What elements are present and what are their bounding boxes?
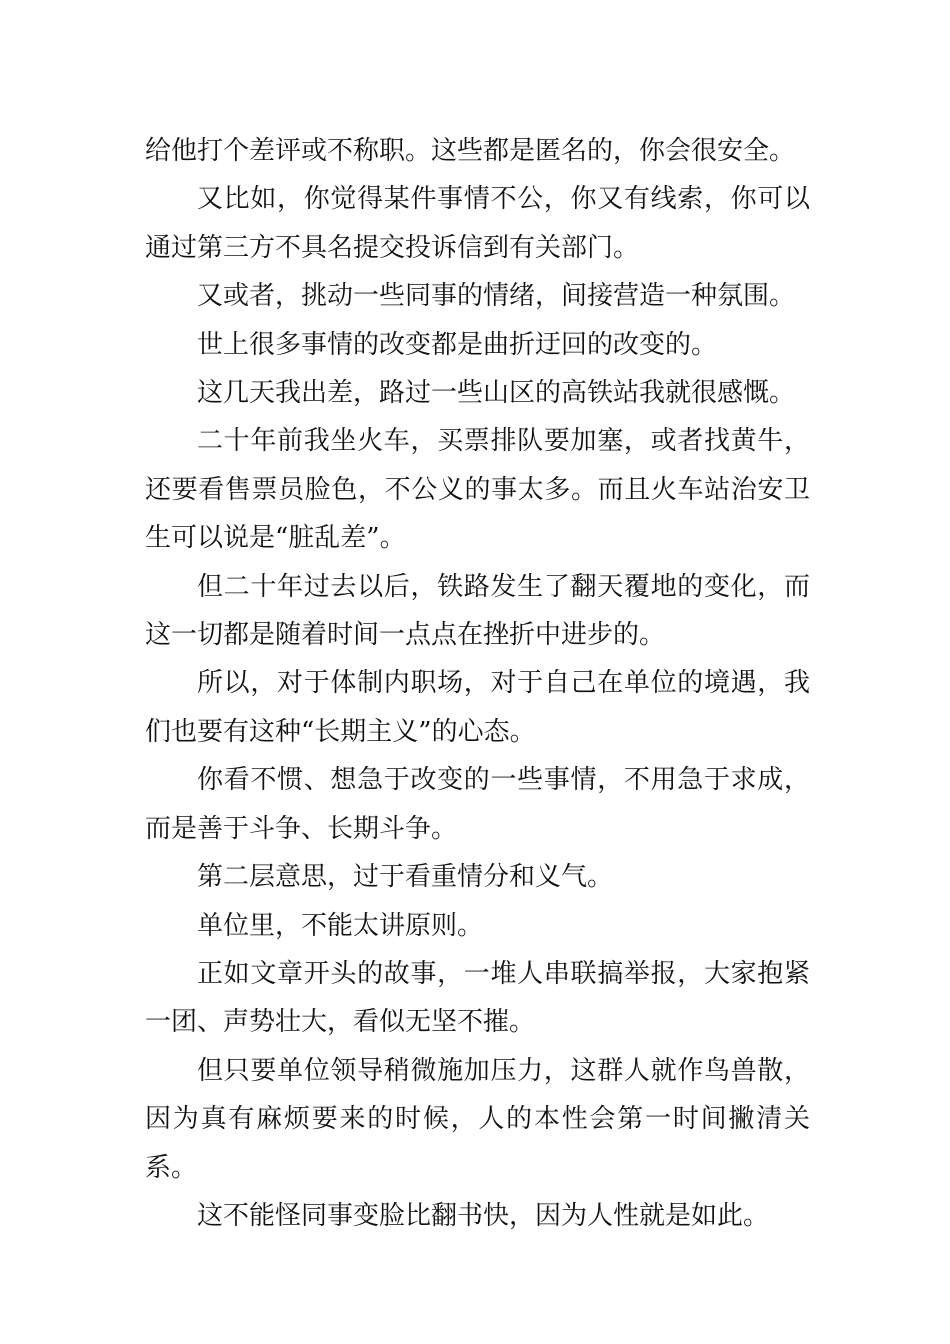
document-body xyxy=(145,127,810,1240)
paragraph: 你看不惯、想急于改变的一些事情，不用急于求成，而是善于斗争、长期斗争。 xyxy=(145,765,810,844)
paragraph: 二十年前我坐火车，买票排队要加塞，或者找黄牛，还要看售票员脸色，不公义的事太多。而且火车站治安卫生可以说是“脏乱差”。 xyxy=(145,426,810,554)
paragraph: 又比如，你觉得某件事情不公，你又有线索，你可以通过第三方不具名提交投诉信到有关部门。 xyxy=(145,184,810,263)
paragraph: 单位里，不能太讲原则。 xyxy=(197,910,484,941)
paragraph: 所以，对于体制内职场，对于自己在单位的境遇，我们也要有这种“长期主义”的心态。 xyxy=(145,668,810,747)
paragraph: 但二十年过去以后，铁路发生了翻天覆地的变化，而这一切都是随着时间一点点在挫折中进步的。 xyxy=(145,571,810,651)
paragraph: 这不能怪同事变脸比翻书快，因为人性就是如此。 xyxy=(197,1200,770,1231)
paragraph: 又或者，挑动一些同事的情绪，间接营造一种氛围。 xyxy=(197,281,796,312)
paragraph: 给他打个差评或不称职。这些都是匿名的，你会很安全。 xyxy=(145,136,796,166)
paragraph: 第二层意思，过于看重情分和义气。 xyxy=(197,862,614,893)
paragraph: 这几天我出差，路过一些山区的高铁站我就很感慨。 xyxy=(197,378,796,409)
paragraph: 但只要单位领导稍微施加压力，这群人就作鸟兽散，因为真有麻烦要来的时候，人的本性会第一时间撇清关系。 xyxy=(145,1055,810,1183)
paragraph: 世上很多事情的改变都是曲折迂回的改变的。 xyxy=(197,329,718,360)
paragraph: 正如文章开头的故事，一堆人串联搞举报，大家抱紧一团、声势壮大，看似无坚不摧。 xyxy=(145,958,810,1038)
